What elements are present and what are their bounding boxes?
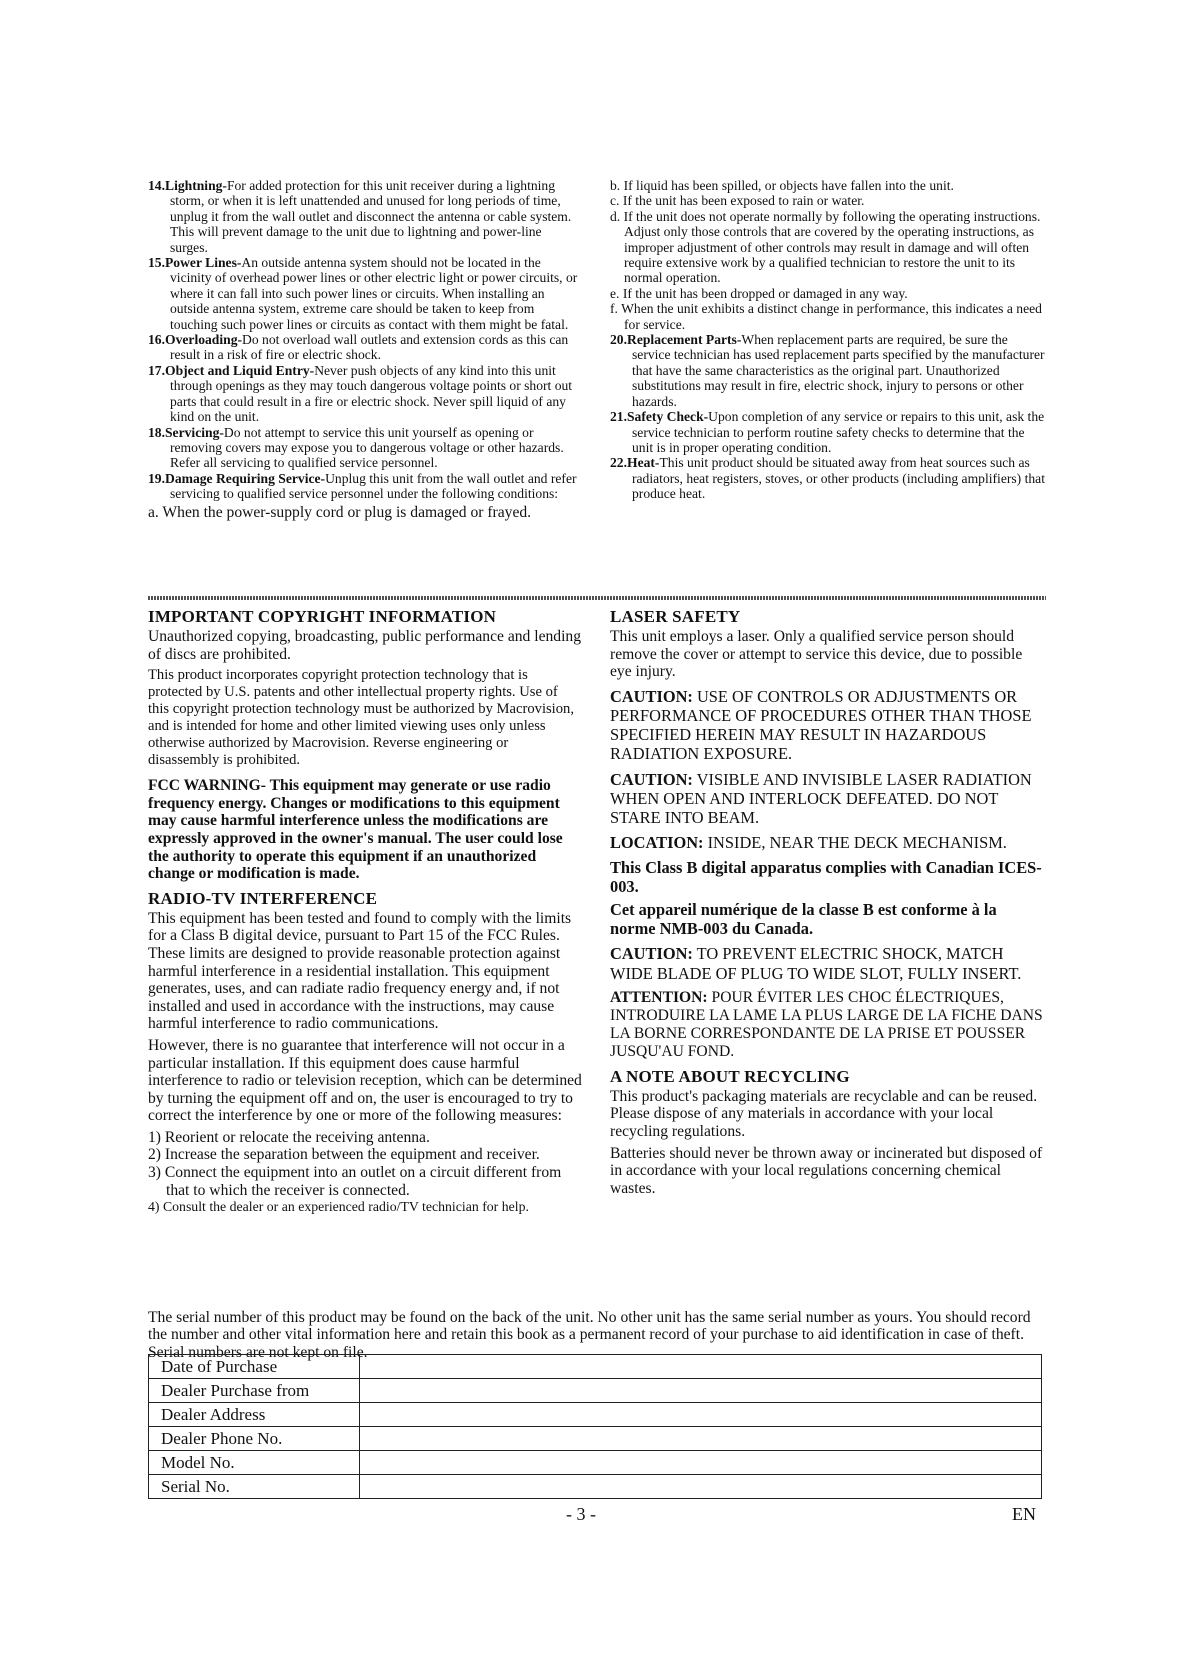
table-row	[149, 1475, 1042, 1499]
safety-sub-f: f. When the unit exhibits a distinct change in performance, this indicates a need for service.	[610, 301, 1042, 332]
caution-controls: CAUTION: USE OF CONTROLS OR ADJUSTMENTS OR PERFORMANCE OF PROCEDURES OTHER THAN THOSE SPECIFIED HEREIN MAY RESULT IN HAZARDOUS RADIATION EXPOSURE.	[610, 686, 1032, 764]
caution-electric-shock: CAUTION: TO PREVENT ELECTRIC SHOCK, MATCH WIDE BLADE OF PLUG TO WIDE SLOT, FULLY INSERT.	[610, 944, 1022, 983]
laser-safety-heading: LASER SAFETY	[610, 607, 741, 626]
row-label: Model No.	[149, 1451, 360, 1475]
purchase-record-table	[148, 1354, 1042, 1499]
recycling-heading: A NOTE ABOUT RECYCLING	[610, 1066, 850, 1086]
safety-item-18: 18.Servicing-Do not attempt to service this unit yourself as opening or removing covers may expose you to dangerous voltage or other hazards. Refer all servicing to qualified service personnel.	[148, 424, 564, 471]
safety-instructions-right	[610, 178, 1046, 502]
safety-instructions-left	[148, 178, 582, 521]
entry-field-model[interactable]	[360, 1451, 1042, 1475]
safety-item-16: 16.Overloading-Do not overload wall outlets and extension cords as this can result in a risk of fire or electric shock.	[148, 332, 569, 363]
copyright-fcc-column	[148, 607, 582, 1215]
entry-field-serial[interactable]	[360, 1475, 1042, 1499]
safety-item-21: 21.Safety Check-Upon completion of any service or repairs to this unit, ask the service technician to perform routine safety checks to determine that the unit is in proper operating condition.	[610, 409, 1045, 455]
row-label: Dealer Address	[149, 1403, 360, 1427]
table-row	[149, 1451, 1042, 1475]
safety-item-19: 19.Damage Requiring Service-Unplug this unit from the wall outlet and refer servicing to qualified service personnel under the following conditions:	[148, 470, 577, 502]
measure-1: 1) Reorient or relocate the receiving antenna.	[148, 1128, 430, 1146]
recycling-paragraph-2: Batteries should never be thrown away or incinerated but disposed of in accordance with your local regulations concerning chemical wastes.	[610, 1144, 1043, 1197]
fcc-warning: FCC WARNING- This equipment may generate or use radio frequency energy. Changes or modifications to this equipment may cause harmful interference unless the modifications are expressly approved in the owner's manual. The user could lose the authority to operate this equipment if an unauthorized change or modification is made.	[148, 777, 563, 883]
radio-tv-heading: RADIO-TV INTERFERENCE	[148, 888, 378, 908]
safety-item-17: 17.Object and Liquid Entry-Never push objects of any kind into this unit through openings as they may touch dangerous voltage points or short out parts that could result in a fire or electric shock. Never spill liquid of any kind on the unit.	[148, 362, 573, 425]
row-label: Dealer Phone No.	[149, 1427, 360, 1451]
laser-paragraph: This unit employs a laser. Only a qualified service person should remove the cover or attempt to service this device, due to possible eye injury.	[610, 628, 1023, 681]
row-label: Date of Purchase	[149, 1355, 360, 1379]
table-row	[149, 1379, 1042, 1403]
safety-item-22: 22.Heat-This unit product should be situated away from heat sources such as radiators, heat registers, stoves, or other products (including amplifiers) that produce heat.	[610, 455, 1045, 502]
safety-sub-b: b. If liquid has been spilled, or objects have fallen into the unit.	[610, 178, 954, 193]
safety-item-15: 15.Power Lines-An outside antenna system should not be located in the vicinity of overhead power lines or other electric light or power circuits, or where it can fall into such power lines or circuits. When installing an outside antenna system, extreme care should be taken to keep from touching such power lines or circuits as contact with them might be fatal.	[148, 255, 578, 332]
copyright-heading: IMPORTANT COPYRIGHT INFORMATION	[148, 607, 497, 626]
section-divider	[148, 596, 1046, 600]
attention-french: ATTENTION: POUR ÉVITER LES CHOC ÉLECTRIQUES, INTRODUIRE LA LAME LA PLUS LARGE DE LA FICHE DANS LA BORNE CORRESPONDANTE DE LA PRISE ET POUSSER JUSQU'AU FOND.	[610, 988, 1043, 1060]
serial-number-note: The serial number of this product may be found on the back of the unit. No other unit has the same serial number as yours. You should record the number and other vital information here and retain this book as a permanent record of your purchase to aid identification in case of theft. Serial numbers are not kept on file.	[148, 1308, 1031, 1361]
table-row	[149, 1403, 1042, 1427]
table-row	[149, 1427, 1042, 1451]
safety-sub-c: c. If the unit has been exposed to rain or water.	[610, 193, 865, 209]
row-label: Serial No.	[149, 1475, 360, 1499]
entry-field-phone[interactable]	[360, 1427, 1042, 1451]
page-number: - 3 -	[566, 1504, 596, 1524]
safety-sub-e: e. If the unit has been dropped or damaged in any way.	[610, 285, 908, 301]
copyright-paragraph-1: Unauthorized copying, broadcasting, public performance and lending of discs are prohibited.	[148, 628, 582, 663]
copyright-paragraph-2: This product incorporates copyright protection technology that is protected by U.S. patents and other intellectual property rights. Use of this copyright protection technology must be authorized by Macrovision, and is intended for home and other limited viewing uses only unless otherwise authorized by Macrovision. Reverse engineering or disassembly is prohibited.	[148, 667, 574, 769]
safety-sub-d: d. If the unit does not operate normally by following the operating instructions. Adjust only those controls that are covered by the operating instructions, as improper adjustment of other controls may result in damage and will often require extensive work by a qualified technician to restore the unit to its normal operation.	[610, 208, 1041, 286]
row-label: Dealer Purchase from	[149, 1379, 360, 1403]
entry-field-address[interactable]	[360, 1403, 1042, 1427]
entry-field-dealer[interactable]	[360, 1379, 1042, 1403]
laser-safety-column	[610, 607, 1046, 1201]
caution-radiation: CAUTION: VISIBLE AND INVISIBLE LASER RADIATION WHEN OPEN AND INTERLOCK DEFEATED. DO NOT STARE INTO BEAM.	[610, 769, 1032, 827]
measure-3: 3) Connect the equipment into an outlet on a circuit different from that to which the receiver is connected.	[148, 1164, 562, 1199]
location-note: LOCATION: INSIDE, NEAR THE DECK MECHANISM.	[610, 833, 1007, 853]
recycling-paragraph-1: This product's packaging materials are recyclable and can be reused. Please dispose of any materials in accordance with your local recycling regulations.	[610, 1087, 1038, 1140]
entry-field-date[interactable]	[360, 1355, 1042, 1379]
language-code: EN	[1012, 1504, 1036, 1524]
canada-nmb-fr: Cet appareil numérique de la classe B est conforme à la norme NMB-003 du Canada.	[610, 900, 997, 939]
table-row	[149, 1355, 1042, 1379]
canada-ices-en: This Class B digital apparatus complies with Canadian ICES-003.	[610, 858, 1042, 897]
measure-4: 4) Consult the dealer or an experienced radio/TV technician for help.	[148, 1199, 529, 1215]
safety-item-20: 20.Replacement Parts-When replacement parts are required, be sure the service technician has used replacement parts specified by the manufacturer that have the same characteristics as the original part. Unauthorized substitutions may result in fire, electric shock, injury to persons or other hazards.	[610, 332, 1045, 409]
safety-item-14: 14.Lightning-For added protection for this unit receiver during a lightning storm, or when it is left unattended and unused for long periods of time, unplug it from the wall outlet and disconnect the antenna or cable system. This will prevent damage to the unit due to lightning and power-line surges.	[148, 178, 572, 255]
radio-paragraph-1: This equipment has been tested and found to comply with the limits for a Class B digital device, pursuant to Part 15 of the FCC Rules. These limits are designed to provide reasonable protection against harmful interference in a residential installation. This equipment generates, uses, and can radiate radio frequency energy and, if not installed and used in accordance with the instructions, may cause harmful interference to radio communications.	[148, 909, 572, 1033]
radio-paragraph-2: However, there is no guarantee that interference will not occur in a particular installation. If this equipment does cause harmful interference to radio or television reception, which can be determined by turning the equipment off and on, the user is encouraged to try to correct the interference by one or more of the following measures:	[148, 1036, 582, 1125]
measure-2: 2) Increase the separation between the equipment and receiver.	[148, 1146, 540, 1164]
safety-sub-a: a. When the power-supply cord or plug is damaged or frayed.	[148, 503, 532, 521]
